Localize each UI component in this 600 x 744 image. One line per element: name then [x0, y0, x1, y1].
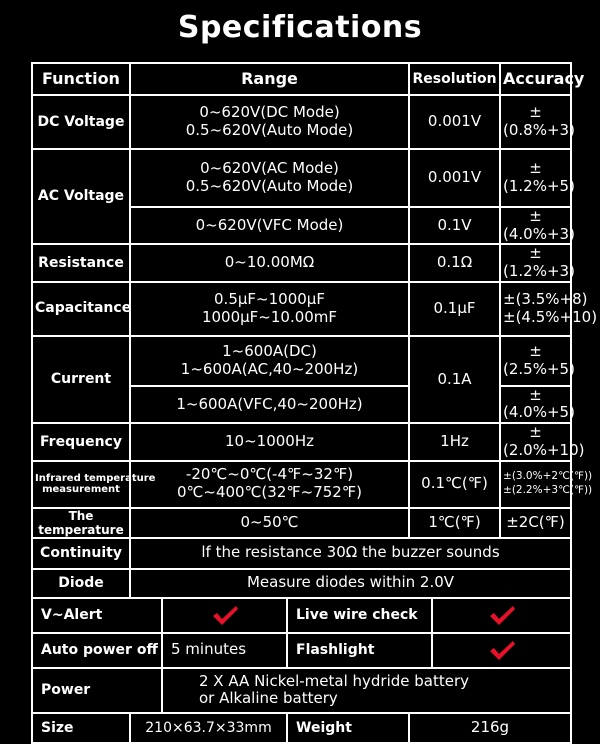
infrared-label-line: Infrared temperature [35, 472, 156, 484]
header-function: Function [32, 63, 130, 95]
row-power [32, 668, 571, 713]
dc-voltage-range-line: 0~620V(DC Mode) [199, 103, 340, 122]
infrared-range [130, 461, 409, 508]
power-label: Power [32, 668, 162, 713]
capacitance-range-line: 0.5μF~1000μF [214, 290, 325, 309]
red-check-icon [488, 638, 516, 662]
diode-label: Diode [32, 569, 130, 598]
temperature-label: The temperature [32, 508, 130, 538]
dc-voltage-range-line: 0.5~620V(Auto Mode) [185, 121, 354, 139]
resistance-label: Resistance [32, 244, 130, 281]
infrared-resolution: 0.1℃(℉) [409, 461, 500, 508]
row-diode [32, 569, 571, 598]
current-range-line: 1~600A(AC,40~200Hz) [180, 359, 359, 378]
ac-voltage-vfc-range: 0~620V(VFC Mode) [130, 207, 409, 244]
capacitance-accuracy-line: ±(3.5%+8) [503, 290, 588, 309]
capacitance-accuracy [500, 282, 598, 336]
row-frequency [32, 423, 571, 460]
header-resolution: Resolution [409, 63, 500, 95]
infrared-accuracy-line: ±(2.2%+3℃(℉)) [503, 484, 593, 496]
live-wire-check [432, 598, 571, 633]
ac-voltage-label: AC Voltage [32, 149, 130, 244]
infrared-range-line: -20℃~0℃(-4℉~32℉) [185, 465, 354, 484]
header-range: Range [130, 63, 409, 95]
frequency-resolution: 1Hz [409, 423, 500, 460]
row-power-off [32, 633, 571, 668]
v-alert-check [162, 598, 287, 633]
row-ac-voltage [32, 149, 571, 207]
red-check-icon [488, 603, 516, 627]
row-size-weight [32, 713, 571, 743]
row-capacitance [32, 282, 571, 336]
current-range [130, 336, 409, 386]
weight-value: 216g [409, 713, 571, 743]
dc-voltage-range [130, 95, 409, 149]
power-value-line: or Alkaline battery [199, 689, 338, 708]
auto-power-off-label: Auto power off [32, 633, 162, 668]
infrared-range-line: 0℃~400℃(32℉~752℉) [177, 483, 362, 501]
flashlight-label: Flashlight [287, 633, 432, 668]
infrared-label-line: measurement [42, 484, 120, 495]
header-row [32, 63, 571, 95]
temperature-resolution: 1℃(℉) [409, 508, 500, 538]
v-alert-label: V~Alert [32, 598, 162, 633]
temperature-range: 0~50℃ [130, 508, 409, 538]
resistance-range: 0~10.00MΩ [130, 244, 409, 281]
capacitance-label: Capacitance [32, 282, 130, 336]
ac-voltage-vfc-accuracy: ±(4.0%+3) [500, 207, 571, 244]
current-resolution: 0.1A [409, 336, 500, 423]
capacitance-range [130, 282, 409, 336]
flashlight-check [432, 633, 571, 668]
continuity-value: lf the resistance 30Ω the buzzer sounds [130, 538, 571, 569]
current-accuracy: ±(2.5%+5) [500, 336, 571, 386]
infrared-label [32, 461, 156, 508]
diode-value: Measure diodes within 2.0V [130, 569, 571, 598]
size-label: Size [32, 713, 130, 743]
spec-table [31, 62, 598, 744]
row-continuity [32, 538, 571, 569]
capacitance-range-line: 1000μF~10.00mF [201, 307, 338, 326]
infrared-accuracy-line: ±(3.0%+2℃(℉)) [503, 470, 593, 483]
continuity-label: Continuity [32, 538, 130, 569]
row-resistance [32, 244, 571, 281]
frequency-range: 10~1000Hz [130, 423, 409, 460]
ac-voltage-resolution: 0.001V [409, 149, 500, 207]
row-infrared [32, 461, 571, 508]
power-value-line: 2 X AA Nickel-metal hydride battery [199, 671, 470, 690]
frequency-label: Frequency [32, 423, 130, 460]
dc-voltage-label: DC Voltage [32, 95, 130, 149]
ac-voltage-accuracy: ±(1.2%+5) [500, 149, 571, 207]
power-value [162, 668, 571, 713]
auto-power-off-value: 5 minutes [162, 633, 287, 668]
current-label: Current [32, 336, 130, 423]
ac-voltage-range-line: 0~620V(AC Mode) [200, 159, 339, 178]
weight-label: Weight [287, 713, 409, 743]
row-current [32, 336, 571, 386]
ac-voltage-vfc-resolution: 0.1V [409, 207, 500, 244]
capacitance-accuracy-line: ±(4.5%+10) [503, 307, 598, 326]
dc-voltage-accuracy: ±(0.8%+3) [500, 95, 571, 149]
capacitance-resolution: 0.1μF [409, 282, 500, 336]
size-value: 210×63.7×33mm [130, 713, 287, 743]
temperature-accuracy: ±2C(℉) [500, 508, 571, 538]
page-title: Specifications [177, 10, 423, 45]
ac-voltage-range-line: 0.5~620V(Auto Mode) [185, 177, 354, 195]
ac-voltage-range [130, 149, 409, 207]
live-wire-label: Live wire check [287, 598, 432, 633]
current-vfc-accuracy: ±(4.0%+5) [500, 386, 571, 423]
header-accuracy: Accuracy [500, 63, 571, 95]
resistance-accuracy: ±(1.2%+3) [500, 244, 571, 281]
infrared-accuracy [500, 461, 593, 508]
row-alerts [32, 598, 571, 633]
red-check-icon [211, 603, 239, 627]
current-range-line: 1~600A(DC) [222, 342, 317, 361]
row-temperature [32, 508, 571, 538]
resistance-resolution: 0.1Ω [409, 244, 500, 281]
dc-voltage-resolution: 0.001V [409, 95, 500, 149]
current-vfc-range: 1~600A(VFC,40~200Hz) [130, 386, 409, 423]
frequency-accuracy: ±(2.0%+10) [500, 423, 571, 460]
row-dc-voltage [32, 95, 571, 149]
